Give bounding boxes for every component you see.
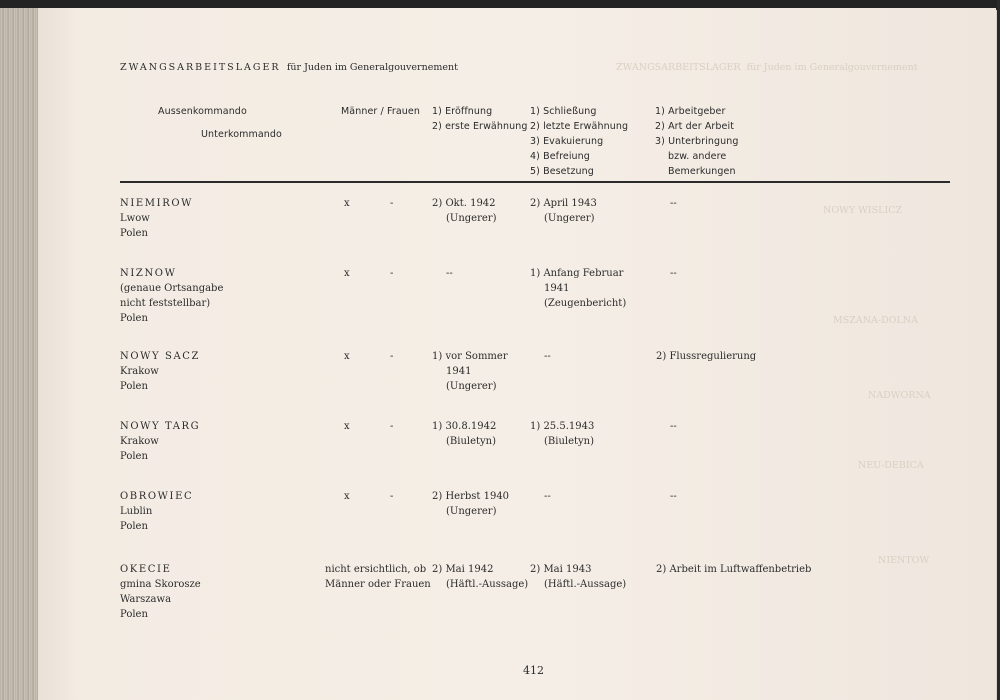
lager-name: NOWY SACZ — [120, 351, 201, 362]
lager-name: NIZNOW — [120, 268, 177, 279]
page-title: ZWANGSARBEITSLAGER für Juden im Generalgouvernement — [120, 62, 458, 73]
frauen-mark: - — [390, 421, 394, 432]
lager-name: NOWY TARG — [120, 421, 201, 432]
bleed-through-text: NOWY WISLICZ — [823, 205, 903, 216]
header-col-schliessung: 1) Schließung 2) letzte Erwähnung 3) Evakuierung 4) Befreiung 5) Besetzung — [530, 106, 629, 177]
header-unterkommando: Unterkommando — [201, 129, 282, 140]
maenner-mark: x — [344, 491, 350, 502]
bleed-through-text: NADWORNA — [868, 390, 931, 401]
header-col-eroeffnung: 1) Eröffnung 2) erste Erwähnung — [432, 106, 528, 132]
bleed-through-text: NEU-DEBICA — [858, 460, 924, 471]
bleed-through-text: MSZANA-DOLNA — [833, 315, 918, 326]
lager-name: NIEMIROW — [120, 198, 193, 209]
bleed-through-text: ZWANGSARBEITSLAGER für Juden im Generalgouvernement — [616, 62, 918, 73]
bleed-through-text: NIENTOW — [878, 555, 930, 566]
frauen-mark: - — [390, 351, 394, 362]
maenner-mark: x — [344, 198, 350, 209]
lager-name: OBROWIEC — [120, 491, 194, 502]
header-rule — [120, 181, 950, 183]
frauen-mark: - — [390, 491, 394, 502]
maenner-frauen-note: nicht ersichtlich, ob — [325, 564, 427, 575]
lager-name: OKECIE — [120, 564, 172, 575]
document-page: ZWANGSARBEITSLAGER für Juden im Generalgouvernement NOWY WISLICZ MSZANA-DOLNA NADWORNA NEU-DEBICA NIENTOW ZWANGSARBEITSLAGER für Juden im Generalgouvernement Aussenkommando Unterkommando Männer / Frauen 1) Eröffnung 2) erste Erwähnung 1) Schließung 2) letzte Erwähnung 3) Evakuierung 4) Befreiung 5) Besetzung 1) Arbeitgeber 2) Art der Arbeit 3) Unterbringung bzw. andere Bemerkungen NIEMIROW Lwow Polen x - 2) Okt. 1942 (Ungerer) 2) April 1943 (Ungerer) -- NIZNOW (genaue Ortsangabe nicht feststellbar) Polen x - -- 1) Anfang Februar 1941 (Zeugenbericht) -- NOWY SACZ Krakow Polen x - 1) vor Sommer 1941 (Ungerer) -- 2) Flussregulierung NOWY TARG Krakow Polen x - 1) 30.8.1942 (Biuletyn) 1) 25.5.1943 (Biuletyn) -- OBROWIEC Lublin Polen x - 2) Herbst 1940 (Ungerer) -- -- OKECIE gmina Skorosze Warszawa Polen nicht ersichtlich, ob Männer oder Frauen 2) Mai 1942 (Häftl.-Aussage) 2) Mai 1943 (Häftl.-Aussage) 2) Arbeit im Luftwaffenbetrieb 412 — [38, 8, 996, 700]
frauen-mark: - — [390, 198, 394, 209]
book-page-edges — [0, 8, 38, 700]
header-maenner-frauen: Männer / Frauen — [341, 106, 420, 117]
maenner-mark: x — [344, 268, 350, 279]
page-number: 412 — [523, 664, 544, 677]
maenner-mark: x — [344, 351, 350, 362]
header-aussenkommando: Aussenkommando — [158, 106, 247, 117]
header-col-arbeitgeber: 1) Arbeitgeber 2) Art der Arbeit 3) Unterbringung bzw. andere Bemerkungen — [655, 106, 739, 177]
maenner-mark: x — [344, 421, 350, 432]
frauen-mark: - — [390, 268, 394, 279]
